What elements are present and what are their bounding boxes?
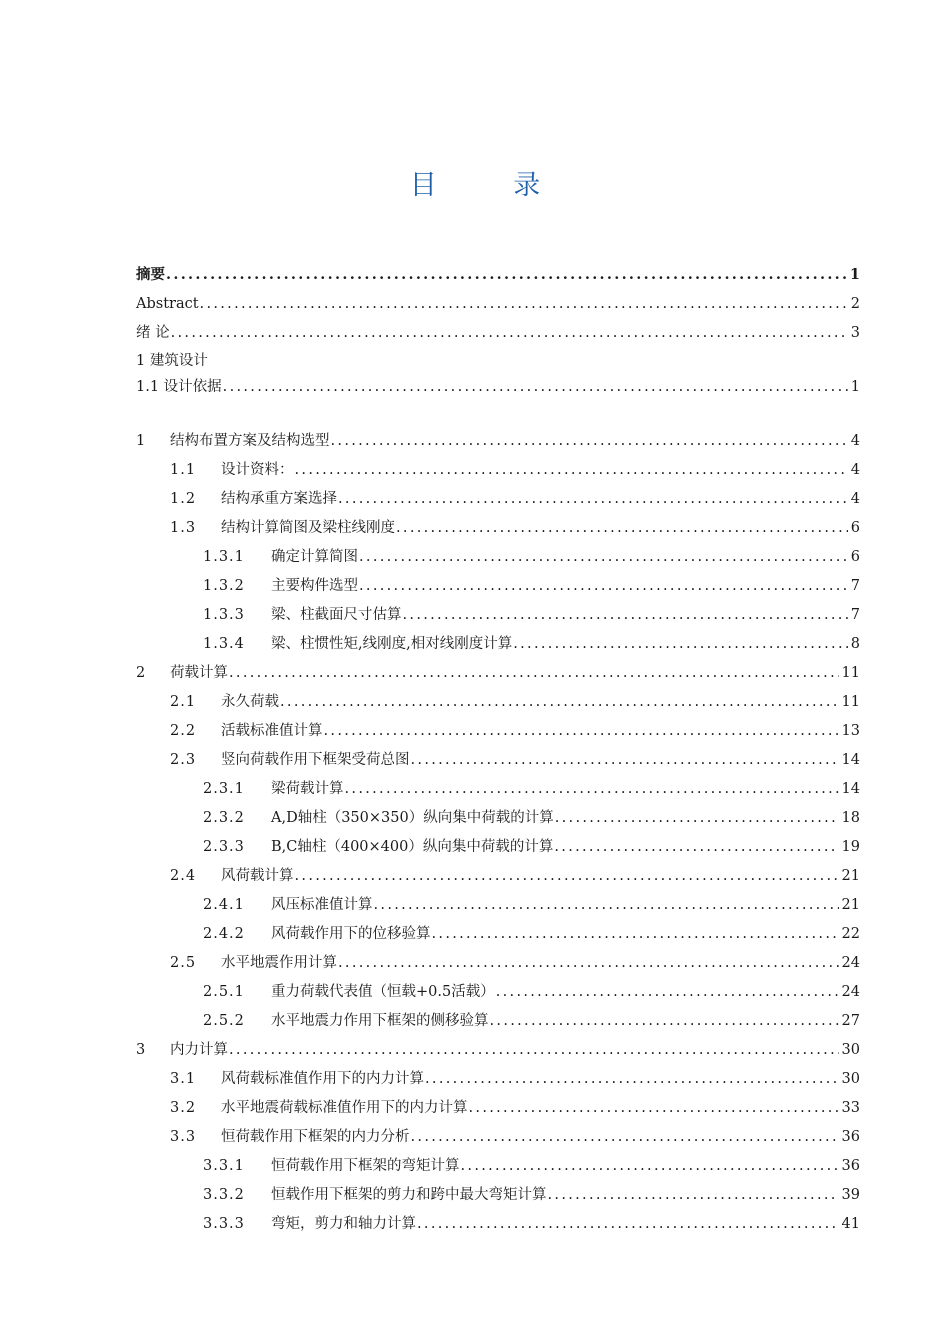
toc-entry-page-number: 14 bbox=[841, 752, 860, 768]
toc-entry-number: 2.4.1 bbox=[203, 897, 245, 913]
toc-entry[interactable] bbox=[136, 950, 860, 976]
toc-entry[interactable] bbox=[136, 892, 860, 918]
toc-leader-dots bbox=[331, 428, 848, 454]
toc-entry-page-number: 4 bbox=[850, 433, 860, 449]
toc-entry[interactable] bbox=[136, 689, 860, 715]
toc-entry[interactable] bbox=[136, 1095, 860, 1121]
toc-leader-dots bbox=[432, 921, 839, 947]
toc-leader-dots bbox=[411, 747, 839, 773]
toc-leader-dots bbox=[555, 805, 839, 831]
toc-entry-page-number: 36 bbox=[841, 1158, 860, 1174]
toc-entry-page-number: 27 bbox=[841, 1013, 860, 1029]
toc-entry-number: 2.1 bbox=[170, 694, 197, 710]
toc-entry[interactable] bbox=[136, 544, 860, 570]
toc-entry-label: B,C轴柱（400×400）纵向集中荷载的计算 bbox=[271, 839, 554, 855]
toc-leader-dots bbox=[338, 950, 839, 976]
toc-entry-page-number: 8 bbox=[850, 636, 860, 652]
toc-entry-number: 1.3.3 bbox=[203, 607, 245, 623]
toc-entry[interactable] bbox=[136, 1037, 860, 1063]
toc-entry-page-number: 11 bbox=[841, 665, 860, 681]
toc-entry[interactable] bbox=[136, 291, 860, 317]
toc-entry-number: 1.3 bbox=[170, 520, 197, 536]
toc-entry[interactable] bbox=[136, 486, 860, 512]
toc-entry-page-number: 41 bbox=[841, 1216, 860, 1232]
toc-entry-label: 1 建筑设计 bbox=[136, 353, 208, 369]
toc-entry-number: 2.4.2 bbox=[203, 926, 245, 942]
toc-entry-page-number: 21 bbox=[841, 868, 860, 884]
toc-entry[interactable] bbox=[136, 776, 860, 802]
toc-entry[interactable] bbox=[136, 515, 860, 541]
toc-entry[interactable] bbox=[136, 979, 860, 1005]
toc-leader-dots bbox=[359, 573, 848, 599]
toc-leader-dots bbox=[496, 979, 839, 1005]
toc-leader-dots bbox=[513, 631, 848, 657]
toc-entry-page-number: 22 bbox=[841, 926, 860, 942]
toc-entry-number: 3 bbox=[136, 1042, 147, 1058]
toc-entry[interactable] bbox=[136, 1211, 860, 1237]
toc-leader-dots bbox=[295, 457, 848, 483]
toc-entry-page-number: 36 bbox=[841, 1129, 860, 1145]
toc-entry[interactable] bbox=[136, 921, 860, 947]
toc-entry[interactable] bbox=[136, 1124, 860, 1150]
toc-entry-label: 结构承重方案选择 bbox=[221, 491, 337, 507]
toc-entry-number: 2 bbox=[136, 665, 147, 681]
toc-entry[interactable] bbox=[136, 457, 860, 483]
toc-leader-dots bbox=[396, 515, 848, 541]
toc-entry-number: 2.2 bbox=[170, 723, 197, 739]
toc-entry-page-number: 1 bbox=[849, 266, 860, 283]
toc-leader-dots bbox=[461, 1153, 839, 1179]
toc-entry-page-number: 6 bbox=[850, 549, 860, 565]
toc-entry[interactable] bbox=[136, 262, 860, 288]
toc-entry-number: 2.3.3 bbox=[203, 839, 245, 855]
toc-entry-number: 2.4 bbox=[170, 868, 197, 884]
toc-entry-number: 3.1 bbox=[170, 1071, 197, 1087]
toc-entry-number: 1.3.4 bbox=[203, 636, 245, 652]
toc-leader-dots bbox=[223, 374, 848, 400]
toc-entry[interactable] bbox=[136, 747, 860, 773]
toc-entry[interactable] bbox=[136, 348, 860, 374]
toc-entry-label: 风荷载标准值作用下的内力计算 bbox=[221, 1071, 424, 1087]
toc-entry[interactable] bbox=[136, 602, 860, 628]
toc-entry-page-number: 24 bbox=[841, 984, 860, 1000]
toc-entry[interactable] bbox=[136, 1066, 860, 1092]
toc-entry-label: 水平地震力作用下框架的侧移验算 bbox=[271, 1013, 489, 1029]
toc-entry-page-number: 7 bbox=[850, 607, 860, 623]
toc-entry-page-number: 19 bbox=[841, 839, 860, 855]
toc-entry-label: 重力荷载代表值（恒载+0.5活载） bbox=[271, 984, 495, 1000]
toc-entry-page-number: 14 bbox=[841, 781, 860, 797]
toc-entry-number: 2.3 bbox=[170, 752, 197, 768]
toc-entry-label: 摘要 bbox=[136, 266, 165, 283]
toc-entry-number: 3.3.2 bbox=[203, 1187, 245, 1203]
toc-entry-number: 3.3.1 bbox=[203, 1158, 245, 1174]
toc-entry-label: 梁荷载计算 bbox=[271, 781, 344, 797]
toc-entry-page-number: 33 bbox=[841, 1100, 860, 1116]
toc-leader-dots bbox=[200, 291, 848, 317]
toc-entry-label: 恒载作用下框架的剪力和跨中最大弯矩计算 bbox=[271, 1187, 547, 1203]
toc-leader-dots bbox=[280, 689, 839, 715]
toc-entry-label: 恒荷载作用下框架的内力分析 bbox=[221, 1129, 410, 1145]
toc-entry[interactable] bbox=[136, 573, 860, 599]
toc-entry-page-number: 2 bbox=[850, 296, 860, 312]
toc-entry[interactable] bbox=[136, 428, 860, 454]
toc-entry-label: 永久荷载 bbox=[221, 694, 279, 710]
toc-entry[interactable] bbox=[136, 718, 860, 744]
toc-entry[interactable] bbox=[136, 1153, 860, 1179]
toc-entry[interactable] bbox=[136, 805, 860, 831]
toc-entry-label: 1.1 设计依据 bbox=[136, 379, 222, 395]
toc-entry[interactable] bbox=[136, 631, 860, 657]
toc-entry-label: 风荷载作用下的位移验算 bbox=[271, 926, 431, 942]
toc-entry-number: 1.2 bbox=[170, 491, 197, 507]
toc-entry-page-number: 7 bbox=[850, 578, 860, 594]
toc-entry-number: 2.5.1 bbox=[203, 984, 245, 1000]
toc-entry-label: 风荷载计算 bbox=[221, 868, 294, 884]
toc-entry-label: 内力计算 bbox=[170, 1042, 228, 1058]
toc-entry-number: 2.3.1 bbox=[203, 781, 245, 797]
toc-entry-label: Abstract bbox=[136, 296, 199, 312]
toc-entry-number: 3.3 bbox=[170, 1129, 197, 1145]
toc-entry-label: 确定计算简图 bbox=[271, 549, 358, 565]
toc-entry[interactable] bbox=[136, 1182, 860, 1208]
toc-entry[interactable] bbox=[136, 863, 860, 889]
toc-leader-dots bbox=[166, 262, 847, 288]
toc-entry-page-number: 21 bbox=[841, 897, 860, 913]
toc-entry-label: 梁、柱惯性矩,线刚度,相对线刚度计算 bbox=[271, 636, 513, 652]
toc-entry-label: 结构计算简图及梁柱线刚度 bbox=[221, 520, 395, 536]
toc-leader-dots bbox=[295, 863, 839, 889]
toc-entry-number: 3.2 bbox=[170, 1100, 197, 1116]
toc-entry-label: A,D轴柱（350×350）纵向集中荷载的计算 bbox=[271, 810, 554, 826]
toc-leader-dots bbox=[324, 718, 839, 744]
toc-entry-page-number: 13 bbox=[841, 723, 860, 739]
toc-entry[interactable] bbox=[136, 834, 860, 860]
toc-entry-number: 1.3.2 bbox=[203, 578, 245, 594]
toc-entry-page-number: 4 bbox=[850, 491, 860, 507]
toc-entry-label: 活载标准值计算 bbox=[221, 723, 323, 739]
toc-leader-dots bbox=[548, 1182, 839, 1208]
toc-entry-label: 弯矩，剪力和轴力计算 bbox=[271, 1216, 416, 1232]
toc-entry-page-number: 30 bbox=[841, 1071, 860, 1087]
toc-entry-number: 1.1 bbox=[170, 462, 197, 478]
toc-entry-number: 1 bbox=[136, 433, 147, 449]
toc-entry-label: 设计资料： bbox=[221, 462, 294, 478]
toc-leader-dots bbox=[338, 486, 848, 512]
toc-entry-page-number: 18 bbox=[841, 810, 860, 826]
toc-entry-number: 3.3.3 bbox=[203, 1216, 245, 1232]
toc-entry-label: 水平地震作用计算 bbox=[221, 955, 337, 971]
toc-leader-dots bbox=[425, 1066, 839, 1092]
toc-entry-label: 主要构件选型 bbox=[271, 578, 358, 594]
toc-leader-dots bbox=[417, 1211, 839, 1237]
toc-leader-dots bbox=[554, 834, 838, 860]
toc-leader-dots bbox=[345, 776, 839, 802]
toc-entry[interactable] bbox=[136, 320, 860, 346]
toc-entry-number: 2.5 bbox=[170, 955, 197, 971]
toc-leader-dots bbox=[469, 1095, 839, 1121]
toc-entry-label: 绪 论 bbox=[136, 325, 170, 341]
toc-entry-page-number: 11 bbox=[841, 694, 860, 710]
toc-leader-dots bbox=[490, 1008, 839, 1034]
toc-entry-label: 荷载计算 bbox=[170, 665, 228, 681]
toc-entry-label: 水平地震荷载标准值作用下的内力计算 bbox=[221, 1100, 468, 1116]
toc-entry[interactable] bbox=[136, 374, 860, 400]
toc-entry-page-number: 6 bbox=[850, 520, 860, 536]
toc-leader-dots bbox=[374, 892, 839, 918]
toc-entry-page-number: 4 bbox=[850, 462, 860, 478]
toc-leader-dots bbox=[403, 602, 848, 628]
toc-entry-label: 梁、柱截面尺寸估算 bbox=[271, 607, 402, 623]
toc-leader-dots bbox=[229, 1037, 839, 1063]
toc-entry-page-number: 30 bbox=[841, 1042, 860, 1058]
toc-entry-label: 风压标准值计算 bbox=[271, 897, 373, 913]
toc-leader-dots bbox=[359, 544, 848, 570]
toc-entry-number: 1.3.1 bbox=[203, 549, 245, 565]
toc-leader-dots bbox=[229, 660, 839, 686]
toc-entry-number: 2.5.2 bbox=[203, 1013, 245, 1029]
toc-entry-page-number: 24 bbox=[841, 955, 860, 971]
page-title: 目 录 bbox=[409, 170, 575, 201]
toc-entry-page-number: 3 bbox=[850, 325, 860, 341]
toc-entry-number: 2.3.2 bbox=[203, 810, 245, 826]
toc-entry-label: 恒荷载作用下框架的弯矩计算 bbox=[271, 1158, 460, 1174]
toc-entry[interactable] bbox=[136, 1008, 860, 1034]
toc-entry[interactable] bbox=[136, 660, 860, 686]
toc-entry-label: 竖向荷载作用下框架受荷总图 bbox=[221, 752, 410, 768]
toc-leader-dots bbox=[411, 1124, 839, 1150]
toc-entry-label: 结构布置方案及结构选型 bbox=[170, 433, 330, 449]
toc-entry-page-number: 39 bbox=[841, 1187, 860, 1203]
toc-leader-dots bbox=[171, 320, 848, 346]
toc-entry-page-number: 1 bbox=[850, 379, 860, 395]
